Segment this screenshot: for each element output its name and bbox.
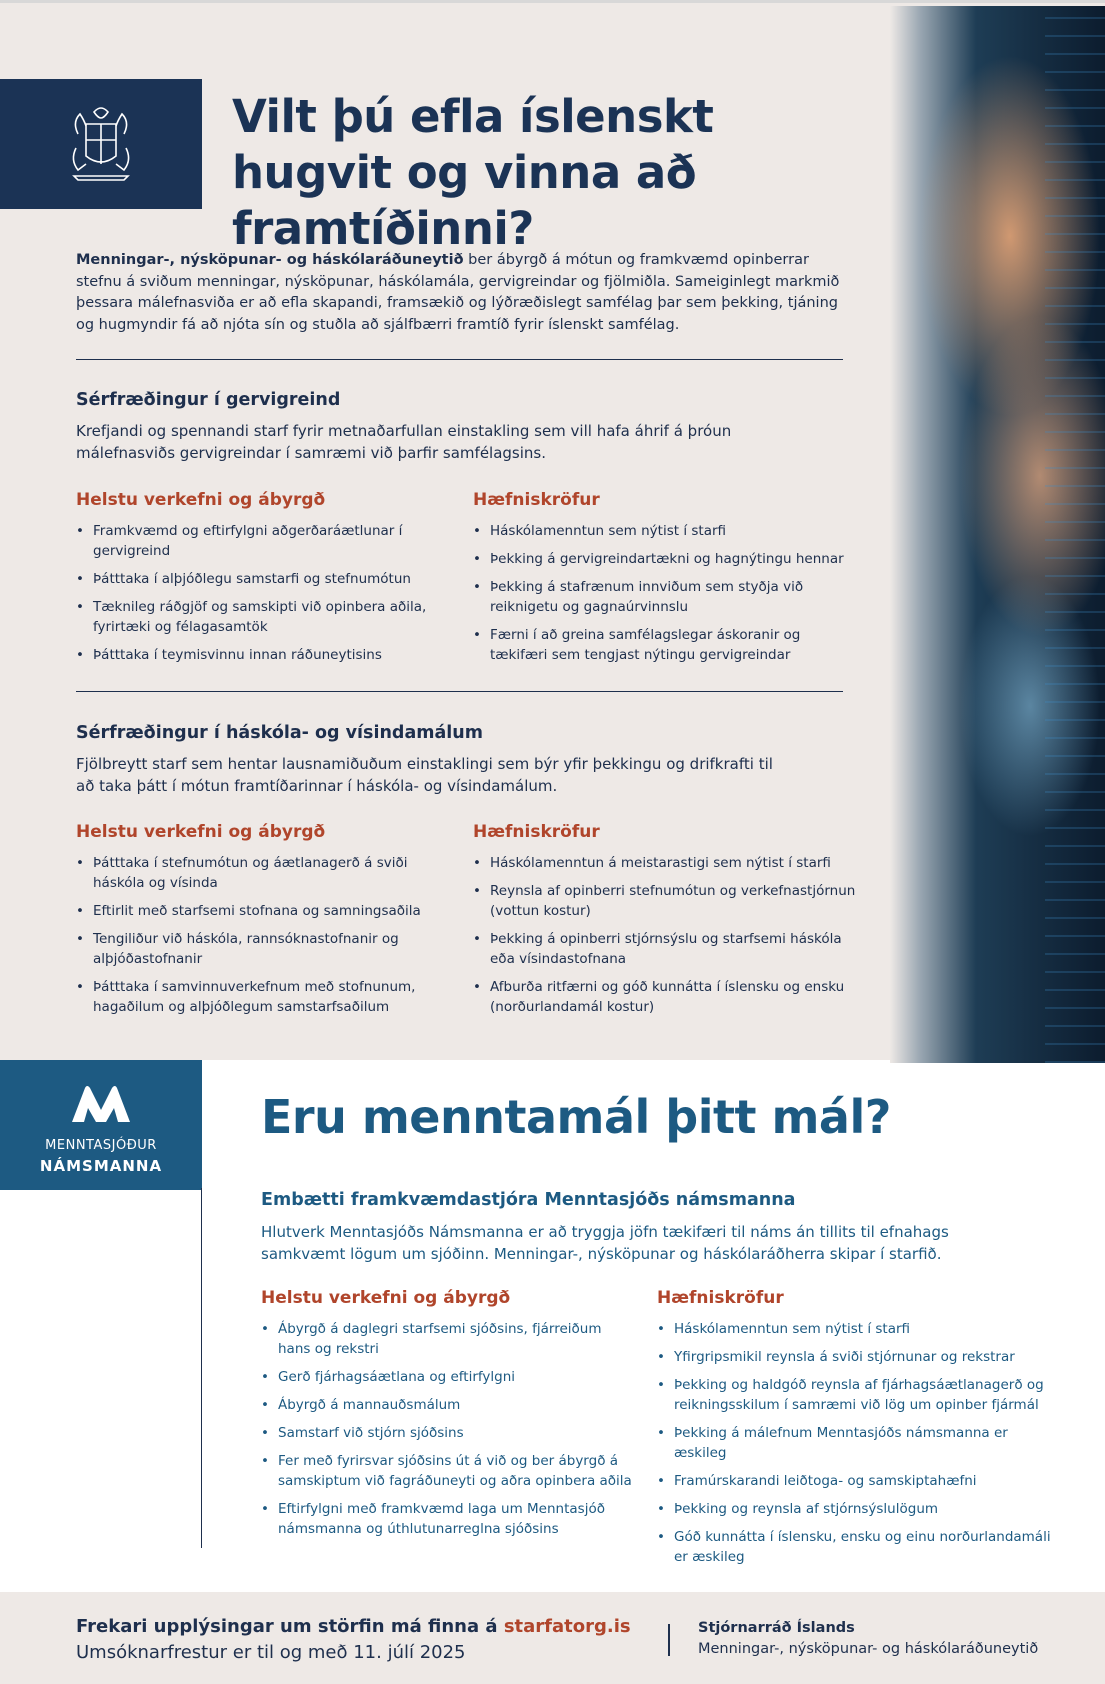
intro-paragraph (76, 250, 846, 336)
intro-text: ber ábyrgð á mótun og framkvæmd opinberrar stefnu á sviðum menningar, nýsköpunar, háskólamála, gervigreindar og fjölmiðla. Sameiginlegt markmið þessara málefnasviða er að efla skapandi, framsækið og lýðræðislegt samfélag þar sem þekking, tjáning og hugmyndir fá að njóta sín og stuðla að sjálfbærri framtíð fyrir íslenskt samfélag. (76, 252, 840, 333)
list-item: • Ábyrgð á mannauðsmálum (278, 1395, 638, 1415)
list-item: • Þekking og reynsla af stjórnsýslulögum (674, 1499, 1054, 1519)
list-item: • Þekking á stafrænum innviðum sem styðja við reiknigetu og gagnaúrvinnslu (490, 577, 860, 617)
footer-org-line2: Menningar-, nýsköpunar- og háskólaráðuneytið (698, 1641, 1039, 1657)
list-item: • Eftirlit með starfsemi stofnana og samningsaðila (93, 901, 448, 921)
vertical-divider (201, 1188, 202, 1548)
list-item: • Tæknileg ráðgjöf og samskipti við opinbera aðila, fyrirtæki og félagasamtök (93, 597, 463, 637)
crest-box (0, 79, 202, 209)
job2-reqs-heading: Hæfniskröfur (473, 822, 600, 842)
menntasjodur-reqs-heading: Hæfniskröfur (657, 1288, 784, 1308)
job1-reqs-heading: Hæfniskröfur (473, 490, 600, 510)
list-item: • Góð kunnátta í íslensku, ensku og einu norðurlandamáli er æskileg (674, 1527, 1054, 1567)
section-divider (76, 691, 843, 692)
footer-info-prefix: Frekari upplýsingar um störfin má finna á (76, 1616, 504, 1637)
list-item: • Tengiliður við háskóla, rannsóknastofnanir og alþjóðastofnanir (93, 929, 448, 969)
menntasjodur-description: Hlutverk Menntasjóðs Námsmanna er að tryggja jöfn tækifæri til náms án tillits til efnahags samkvæmt lögum um sjóðinn. Menningar-, nýsköpunar og háskólaráðherra skipar í starfið. (261, 1223, 949, 1263)
job2-tasks-list (76, 853, 448, 1025)
list-item: • Færni í að greina samfélagslegar áskoranir og tækifæri sem tengjast nýtingu gervigreindar (490, 625, 860, 665)
list-item: • Þátttaka í teymisvinnu innan ráðuneytisins (93, 645, 463, 665)
list-item: • Eftirfylgni með framkvæmd laga um Menntasjóð námsmanna og úthlutunarreglna sjóðsins (278, 1499, 638, 1539)
footer-org-line1: Stjórnarráð Íslands (698, 1620, 855, 1636)
job1-tasks-heading: Helstu verkefni og ábyrgð (76, 490, 326, 510)
photo-light-grid (1045, 6, 1105, 1063)
starfatorg-link[interactable]: starfatorg.is (503, 1616, 631, 1637)
list-item: • Framkvæmd og eftirfylgni aðgerðaráætlunar í gervigreind (93, 521, 463, 561)
list-item: • Afburða ritfærni og góð kunnátta í íslensku og ensku (norðurlandamál kostur) (490, 977, 860, 1017)
list-item: • Framúrskarandi leiðtoga- og samskiptahæfni (674, 1471, 1054, 1491)
menntasjodur-logo-icon (70, 1084, 132, 1124)
list-item: • Gerð fjárhagsáætlana og eftirfylgni (278, 1367, 638, 1387)
menntasjodur-reqs-list (657, 1319, 1054, 1575)
footer (0, 1592, 1105, 1684)
menntasjodur-tasks-list (261, 1319, 638, 1547)
list-item: • Þekking á gervigreindartækni og hagnýtingu hennar (490, 549, 860, 569)
list-item: • Háskólamenntun sem nýtist í starfi (674, 1319, 1054, 1339)
ai-face-photo (890, 6, 1105, 1063)
job1-title: Sérfræðingur í gervigreind (76, 390, 341, 410)
list-item: • Fer með fyrirsvar sjóðsins út á við og ber ábyrgð á samskiptum við fagráðuneyti og aðra opinbera aðila (278, 1451, 638, 1491)
menntasjodur-logo-line2: NÁMSMANNA (39, 1157, 163, 1175)
job2-tasks-heading: Helstu verkefni og ábyrgð (76, 822, 326, 842)
job1-tasks-list (76, 521, 463, 673)
list-item: • Reynsla af opinberri stefnumótun og verkefnastjórnun (vottun kostur) (490, 881, 860, 921)
list-item: • Ábyrgð á daglegri starfsemi sjóðsins, fjárreiðum hans og rekstri (278, 1319, 638, 1359)
list-item: • Yfirgripsmikil reynsla á sviði stjórnunar og rekstrar (674, 1347, 1054, 1367)
menntasjodur-job-title: Embætti framkvæmdastjóra Menntasjóðs námsmanna (261, 1190, 796, 1210)
list-item: • Þekking á málefnum Menntasjóðs námsmanna er æskileg (674, 1423, 1054, 1463)
icelandic-coat-of-arms-icon (66, 104, 136, 184)
page-title: Vilt þú efla íslenskt hugvit og vinna að framtíðinni? (232, 90, 714, 255)
job2-description: Fjölbreytt starf sem hentar lausnamiðuðum einstaklingi sem býr yfir þekkingu og drifkrafti til að taka þátt í mótun framtíðarinnar í háskóla- og vísindamálum. (76, 755, 773, 795)
menntasjodur-tasks-heading: Helstu verkefni og ábyrgð (261, 1288, 511, 1308)
list-item: • Þekking á opinberri stjórnsýslu og starfsemi háskóla eða vísindastofnana (490, 929, 860, 969)
list-item: • Þátttaka í alþjóðlegu samstarfi og stefnumótun (93, 569, 463, 589)
list-item: • Þekking og haldgóð reynsla af fjárhagsáætlanagerð og reikningsskilum í samræmi við lög um opinber fjármál (674, 1375, 1054, 1415)
menntasjodur-logo-line1: MENNTASJÓÐUR (45, 1138, 157, 1153)
section-divider (76, 359, 843, 360)
footer-info (76, 1616, 631, 1637)
list-item: • Þátttaka í stefnumótun og áætlanagerð á sviði háskóla og vísinda (93, 853, 448, 893)
job1-description: Krefjandi og spennandi starf fyrir metnaðarfullan einstakling sem vill hafa áhrif á þróun málefnasviðs gervigreindar í samræmi við þarfir samfélagsins. (76, 422, 732, 462)
footer-deadline: Umsóknarfrestur er til og með 11. júlí 2025 (76, 1642, 466, 1663)
list-item: • Samstarf við stjórn sjóðsins (278, 1423, 638, 1443)
list-item: • Þátttaka í samvinnuverkefnum með stofnunum, hagaðilum og alþjóðlegum samstarfsaðilum (93, 977, 448, 1017)
intro-ministry-name: Menningar-, nýsköpunar- og háskólaráðuneytið (76, 252, 464, 268)
footer-divider (668, 1624, 670, 1656)
job2-title: Sérfræðingur í háskóla- og vísindamálum (76, 723, 483, 743)
list-item: • Háskólamenntun sem nýtist í starfi (490, 521, 860, 541)
job1-reqs-list (473, 521, 860, 673)
menntasjodur-logo-box (0, 1060, 202, 1190)
job2-reqs-list (473, 853, 860, 1025)
menntasjodur-title: Eru menntamál þitt mál? (261, 1090, 891, 1144)
list-item: • Háskólamenntun á meistarastigi sem nýtist í starfi (490, 853, 860, 873)
